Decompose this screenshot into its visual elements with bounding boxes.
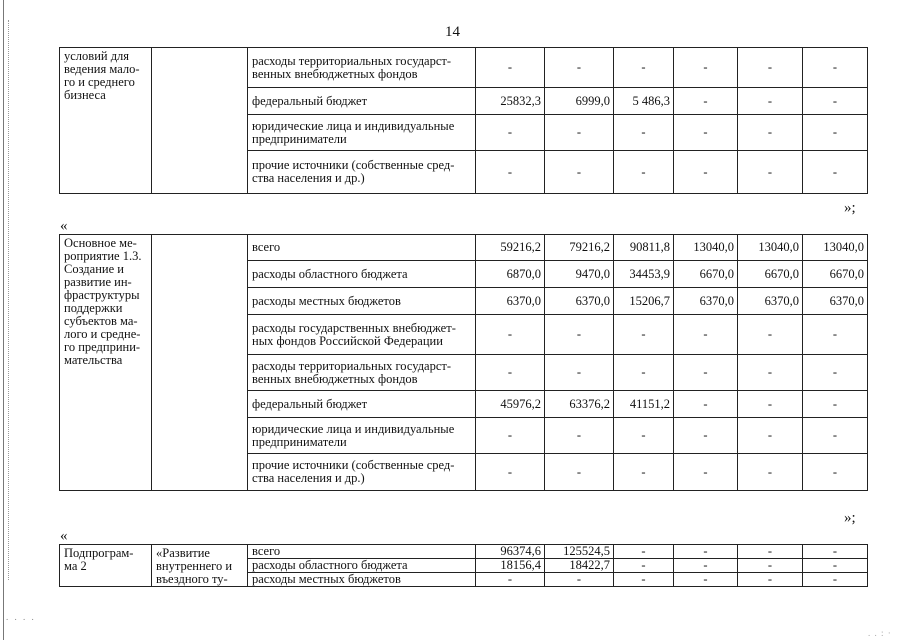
amount-cell: - [476, 454, 545, 491]
text-line: расходы областного бюджета [252, 558, 408, 572]
scan-artifact: . . . . [6, 612, 36, 622]
text-line: расходы территориальных государст- [252, 53, 452, 68]
funding-source-cell [248, 151, 476, 194]
amount-cell: - [738, 115, 803, 151]
text-line: всего [252, 544, 281, 558]
text-line: го предприни- [64, 340, 141, 354]
amount-cell: - [803, 48, 868, 88]
amount-cell: - [803, 115, 868, 151]
funding-source-cell [248, 573, 476, 587]
amount-cell: - [738, 559, 803, 573]
measure-name-cell [60, 235, 152, 491]
amount-cell: - [476, 355, 545, 391]
text-line: ных фондов Российской Федерации [252, 333, 443, 348]
amount-cell: - [614, 545, 674, 559]
funding-source-cell [248, 391, 476, 418]
funding-source-cell [248, 355, 476, 391]
text-line: предприниматели [252, 434, 347, 449]
amount-cell: - [614, 48, 674, 88]
closing-quote-mark: »; [844, 200, 856, 216]
text-line: въездного ту- [156, 572, 228, 586]
amount-cell: - [476, 151, 545, 194]
funding-source-cell [248, 315, 476, 355]
amount-cell: 13040,0 [738, 235, 803, 261]
amount-cell: 13040,0 [803, 235, 868, 261]
amount-cell: - [476, 418, 545, 454]
amount-cell: - [476, 573, 545, 587]
amount-cell: - [545, 151, 614, 194]
amount-cell: 96374,6 [476, 545, 545, 559]
text-line: расходы территориальных государст- [252, 358, 452, 373]
amount-cell: - [738, 355, 803, 391]
amount-cell: - [803, 418, 868, 454]
amount-cell: - [545, 418, 614, 454]
amount-cell: - [614, 559, 674, 573]
amount-cell: - [545, 315, 614, 355]
amount-cell: - [674, 151, 738, 194]
scan-artifact: . . : · [868, 628, 892, 638]
measure-title-cell [152, 48, 248, 194]
funding-source-cell [248, 88, 476, 115]
amount-cell: 6670,0 [674, 261, 738, 288]
text-line: федеральный бюджет [252, 396, 368, 411]
amount-cell: 34453,9 [614, 261, 674, 288]
amount-cell: - [803, 573, 868, 587]
text-line: внутреннего и [156, 559, 233, 573]
amount-cell: - [674, 115, 738, 151]
page-number: 14 [445, 24, 460, 40]
funding-source-cell [248, 115, 476, 151]
amount-cell: - [674, 391, 738, 418]
funding-source-cell [248, 235, 476, 261]
amount-cell: - [674, 573, 738, 587]
text-line: федеральный бюджет [252, 93, 368, 108]
amount-cell: - [674, 88, 738, 115]
text-line: юридические лица и индивидуальные [252, 118, 455, 133]
amount-cell: 6370,0 [803, 288, 868, 315]
measure-name-cell [60, 545, 152, 587]
amount-cell: - [738, 454, 803, 491]
text-line: предприниматели [252, 131, 347, 146]
measure-title-cell [152, 545, 248, 587]
amount-cell: - [674, 454, 738, 491]
amount-cell: 9470,0 [545, 261, 614, 288]
text-line: всего [252, 240, 281, 254]
amount-cell: 63376,2 [545, 391, 614, 418]
text-line: развитие ин- [64, 275, 132, 289]
amount-cell: - [614, 454, 674, 491]
amount-cell: - [674, 48, 738, 88]
amount-cell: - [545, 48, 614, 88]
amount-cell: - [476, 115, 545, 151]
amount-cell: 79216,2 [545, 235, 614, 261]
amount-cell: 59216,2 [476, 235, 545, 261]
text-line: расходы местных бюджетов [252, 572, 401, 586]
funding-source-cell [248, 559, 476, 573]
amount-cell: - [738, 573, 803, 587]
funding-source-cell [248, 261, 476, 288]
opening-quote-mark: « [60, 528, 68, 544]
text-line: венных внебюджетных фондов [252, 66, 418, 81]
measure-title-cell [152, 235, 248, 491]
measure-name-cell [60, 48, 152, 194]
amount-cell: 6370,0 [674, 288, 738, 315]
text-line: расходы областного бюджета [252, 266, 408, 281]
text-line: поддержки [64, 301, 123, 315]
amount-cell: - [674, 559, 738, 573]
text-line: бизнеса [64, 88, 106, 102]
funding-source-cell [248, 48, 476, 88]
amount-cell: - [614, 573, 674, 587]
text-line: «Развитие [156, 546, 210, 560]
text-line: го и среднего [64, 75, 135, 89]
table-row [60, 48, 868, 88]
amount-cell: 6670,0 [803, 261, 868, 288]
amount-cell: 90811,8 [614, 235, 674, 261]
amount-cell: - [738, 88, 803, 115]
amount-cell: - [738, 48, 803, 88]
funding-table-continuation [59, 47, 868, 194]
text-line: мательства [64, 353, 123, 367]
text-line: Основное ме- [64, 236, 137, 250]
funding-source-cell [248, 288, 476, 315]
text-line: юридические лица и индивидуальные [252, 421, 455, 436]
funding-source-cell [248, 545, 476, 559]
funding-table-subprogram-2 [59, 544, 868, 587]
amount-cell: - [803, 391, 868, 418]
text-line: расходы местных бюджетов [252, 293, 401, 308]
amount-cell: 45976,2 [476, 391, 545, 418]
text-line: ства населения и др.) [252, 471, 365, 485]
amount-cell: 13040,0 [674, 235, 738, 261]
amount-cell: - [738, 391, 803, 418]
amount-cell: 6670,0 [738, 261, 803, 288]
text-line: условий для [64, 49, 130, 63]
text-line: ства населения и др.) [252, 171, 365, 185]
amount-cell: - [803, 545, 868, 559]
amount-cell: - [545, 573, 614, 587]
text-line: фраструктуры [64, 288, 140, 302]
amount-cell: - [545, 454, 614, 491]
amount-cell: 25832,3 [476, 88, 545, 115]
amount-cell: 6870,0 [476, 261, 545, 288]
text-line: лого и средне- [64, 327, 141, 341]
amount-cell: - [614, 151, 674, 194]
text-line: роприятие 1.3. [64, 249, 142, 263]
amount-cell: - [738, 151, 803, 194]
amount-cell: 41151,2 [614, 391, 674, 418]
table-row [60, 235, 868, 261]
amount-cell: - [803, 151, 868, 194]
amount-cell: - [545, 115, 614, 151]
text-line: Создание и [64, 262, 124, 276]
funding-source-cell [248, 418, 476, 454]
amount-cell: - [674, 355, 738, 391]
amount-cell: 6370,0 [476, 288, 545, 315]
amount-cell: 6999,0 [545, 88, 614, 115]
text-line: ведения мало- [64, 62, 140, 76]
page-left-edge [3, 0, 4, 640]
amount-cell: - [614, 418, 674, 454]
amount-cell: - [803, 454, 868, 491]
text-line: Подпрограм- [64, 546, 134, 560]
table-row [60, 545, 868, 559]
funding-source-cell [248, 454, 476, 491]
amount-cell: 18422,7 [545, 559, 614, 573]
amount-cell: 6370,0 [738, 288, 803, 315]
amount-cell: - [803, 355, 868, 391]
amount-cell: - [476, 315, 545, 355]
closing-quote-mark: »; [844, 510, 856, 526]
amount-cell: - [545, 355, 614, 391]
amount-cell: - [674, 418, 738, 454]
amount-cell: - [803, 559, 868, 573]
text-line: субъектов ма- [64, 314, 138, 328]
amount-cell: - [614, 115, 674, 151]
text-line: прочие источники (собственные сред- [252, 158, 455, 172]
amount-cell: - [476, 48, 545, 88]
amount-cell: 18156,4 [476, 559, 545, 573]
text-line: венных внебюджетных фондов [252, 371, 418, 386]
amount-cell: - [738, 315, 803, 355]
funding-table-measure-1-3 [59, 234, 868, 491]
text-line: ма 2 [64, 559, 87, 573]
page-scan-margin [8, 20, 10, 580]
amount-cell: 5 486,3 [614, 88, 674, 115]
text-line: прочие источники (собственные сред- [252, 458, 455, 472]
amount-cell: - [738, 418, 803, 454]
amount-cell: - [674, 315, 738, 355]
amount-cell: 15206,7 [614, 288, 674, 315]
amount-cell: - [803, 88, 868, 115]
amount-cell: - [674, 545, 738, 559]
amount-cell: 6370,0 [545, 288, 614, 315]
opening-quote-mark: « [60, 218, 68, 234]
amount-cell: - [614, 355, 674, 391]
amount-cell: - [614, 315, 674, 355]
amount-cell: - [738, 545, 803, 559]
amount-cell: - [803, 315, 868, 355]
amount-cell: 125524,5 [545, 545, 614, 559]
text-line: расходы государственных внебюджет- [252, 320, 456, 335]
